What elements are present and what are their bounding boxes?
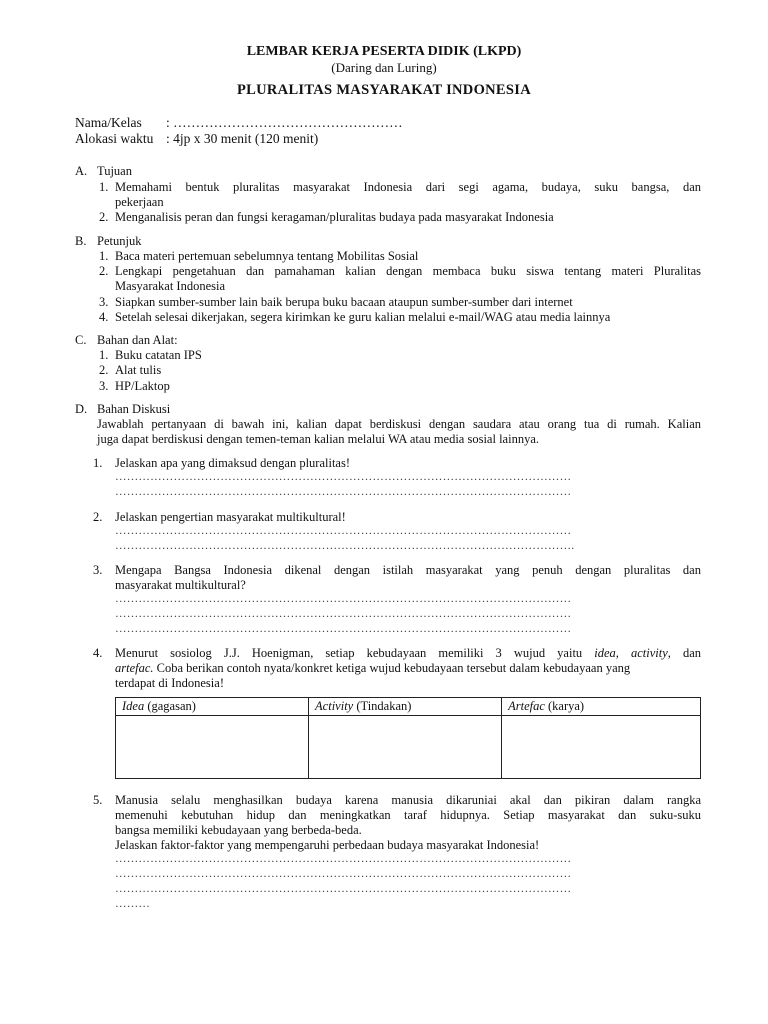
list-number: 2. (99, 363, 109, 377)
list-number: 1. (99, 348, 109, 362)
name-class-label: Nama/Kelas (75, 115, 142, 130)
section-letter: A. (75, 164, 88, 178)
question-text: Jelaskan pengertian masyarakat multikultural! (115, 510, 346, 524)
col-header-idea: Idea (gagasan) (116, 698, 309, 716)
answer-line[interactable]: ……………………………………………………………………………………………………… (115, 623, 572, 635)
question-text-continued: masyarakat multikultural? (115, 578, 246, 592)
discussion-intro-continued: juga dapat berdiskusi dengan temen-teman kalian melalui WA atau media sosial lainnya. (97, 432, 539, 446)
time-allocation-label: Alokasi waktu (75, 131, 154, 146)
list-item-continued: Masyarakat Indonesia (115, 279, 226, 293)
list-number: 1. (99, 249, 109, 263)
answer-line[interactable]: ……………………………………………………………………………………………………… (115, 593, 572, 605)
answer-line[interactable]: ……………………………………………………………………………………………………… (115, 608, 572, 620)
table-row (116, 716, 701, 779)
section-heading: Bahan Diskusi (97, 402, 171, 416)
question-text-continued: terdapat di Indonesia! (115, 676, 224, 690)
section-letter: B. (75, 234, 87, 248)
list-number: 3. (99, 295, 109, 309)
name-class-field[interactable]: : …………………………………………… (166, 115, 403, 130)
section-heading: Bahan dan Alat: (97, 333, 178, 347)
answer-cell-activity[interactable] (309, 716, 502, 779)
list-number: 3. (99, 379, 109, 393)
answer-cell-idea[interactable] (116, 716, 309, 779)
worksheet-subtitle: (Daring dan Luring) (331, 60, 437, 75)
answer-cell-artefac[interactable] (502, 716, 701, 779)
discussion-intro: Jawablah pertanyaan di bawah ini, kalian dapat berdiskusi dengan saudara atau orang tua di rumah. Kalian (97, 417, 701, 431)
list-item: Baca materi pertemuan sebelumnya tentang Mobilitas Sosial (115, 249, 419, 263)
question-number: 2. (93, 510, 103, 524)
question-text: Manusia selalu menghasilkan budaya karena manusia dikaruniai akal dan pikiran dalam rangka (115, 793, 701, 807)
answer-line[interactable]: ……… (115, 898, 151, 910)
question-text-continued: memenuhi kebutuhan hidup dan meningkatkan taraf hidupnya. Setiap masyarakat dan suku-suku (115, 808, 701, 822)
section-heading: Petunjuk (97, 234, 142, 248)
col-header-artefac: Artefac (karya) (502, 698, 701, 716)
culture-forms-table (115, 697, 701, 779)
term-artefac: artefac. (115, 661, 154, 675)
list-item: Alat tulis (115, 363, 162, 377)
list-number: 1. (99, 180, 109, 194)
topic-title: PLURALITAS MASYARAKAT INDONESIA (237, 82, 531, 98)
question-text: Mengapa Bangsa Indonesia dikenal dengan istilah masyarakat yang penuh dengan pluralitas dan (115, 563, 701, 577)
answer-line[interactable]: ………………………………………………………………………………………………………. (115, 540, 575, 552)
list-item: Buku catatan IPS (115, 348, 202, 362)
list-item: Memahami bentuk pluralitas masyarakat Indonesia dari segi agama, budaya, suku bangsa, dan (115, 180, 701, 194)
list-item: Menganalisis peran dan fungsi keragaman/pluralitas budaya pada masyarakat Indonesia (115, 210, 554, 224)
answer-line[interactable]: ……………………………………………………………………………………………………… (115, 525, 572, 537)
question-number: 5. (93, 793, 103, 807)
list-number: 2. (99, 210, 109, 224)
question-number: 1. (93, 456, 103, 470)
section-letter: D. (75, 402, 88, 416)
question-text-continued: bangsa memiliki kebudayaan yang berbeda-beda. (115, 823, 362, 837)
list-item: Siapkan sumber-sumber lain baik berupa buku bacaan ataupun sumber-sumber dari internet (115, 295, 573, 309)
list-item: HP/Laktop (115, 379, 170, 393)
answer-line[interactable]: ……………………………………………………………………………………………………… (115, 853, 572, 865)
answer-line[interactable]: ……………………………………………………………………………………………………… (115, 486, 572, 498)
section-heading: Tujuan (97, 164, 132, 178)
list-number: 2. (99, 264, 109, 278)
answer-line[interactable]: ……………………………………………………………………………………………………… (115, 883, 572, 895)
answer-line[interactable]: ……………………………………………………………………………………………………… (115, 471, 572, 483)
question-text-continued: artefac. Coba berikan contoh nyata/konkret ketiga wujud kebudayaan tersebut dalam kebudayaan yang (115, 661, 631, 675)
question-text: Menurut sosiolog J.J. Hoenigman, setiap kebudayaan memiliki 3 wujud yaitu idea, activity, dan (115, 646, 702, 660)
list-number: 4. (99, 310, 109, 324)
question-text: Jelaskan apa yang dimaksud dengan pluralitas! (115, 456, 350, 470)
section-letter: C. (75, 333, 87, 347)
time-allocation-value: : 4jp x 30 menit (120 menit) (166, 131, 319, 146)
term-idea: idea, (594, 646, 619, 660)
list-item: Setelah selesai dikerjakan, segera kirimkan ke guru kalian melalui e-mail/WAG atau media lainnya (115, 310, 611, 324)
col-header-activity: Activity (Tindakan) (309, 698, 502, 716)
term-activity: activity (630, 646, 668, 660)
list-item: Lengkapi pengetahuan dan pamahaman kalian dengan membaca buku siswa tentang materi Pluralitas (115, 264, 701, 278)
answer-line[interactable]: ……………………………………………………………………………………………………… (115, 868, 572, 880)
worksheet-title: LEMBAR KERJA PESERTA DIDIK (LKPD) (246, 44, 522, 59)
question-prompt: Jelaskan faktor-faktor yang mempengaruhi perbedaan budaya masyarakat Indonesia! (115, 838, 540, 852)
table-header-row (116, 698, 701, 716)
question-number: 3. (93, 563, 103, 577)
question-number: 4. (93, 646, 103, 660)
list-item-continued: pekerjaan (115, 195, 164, 209)
